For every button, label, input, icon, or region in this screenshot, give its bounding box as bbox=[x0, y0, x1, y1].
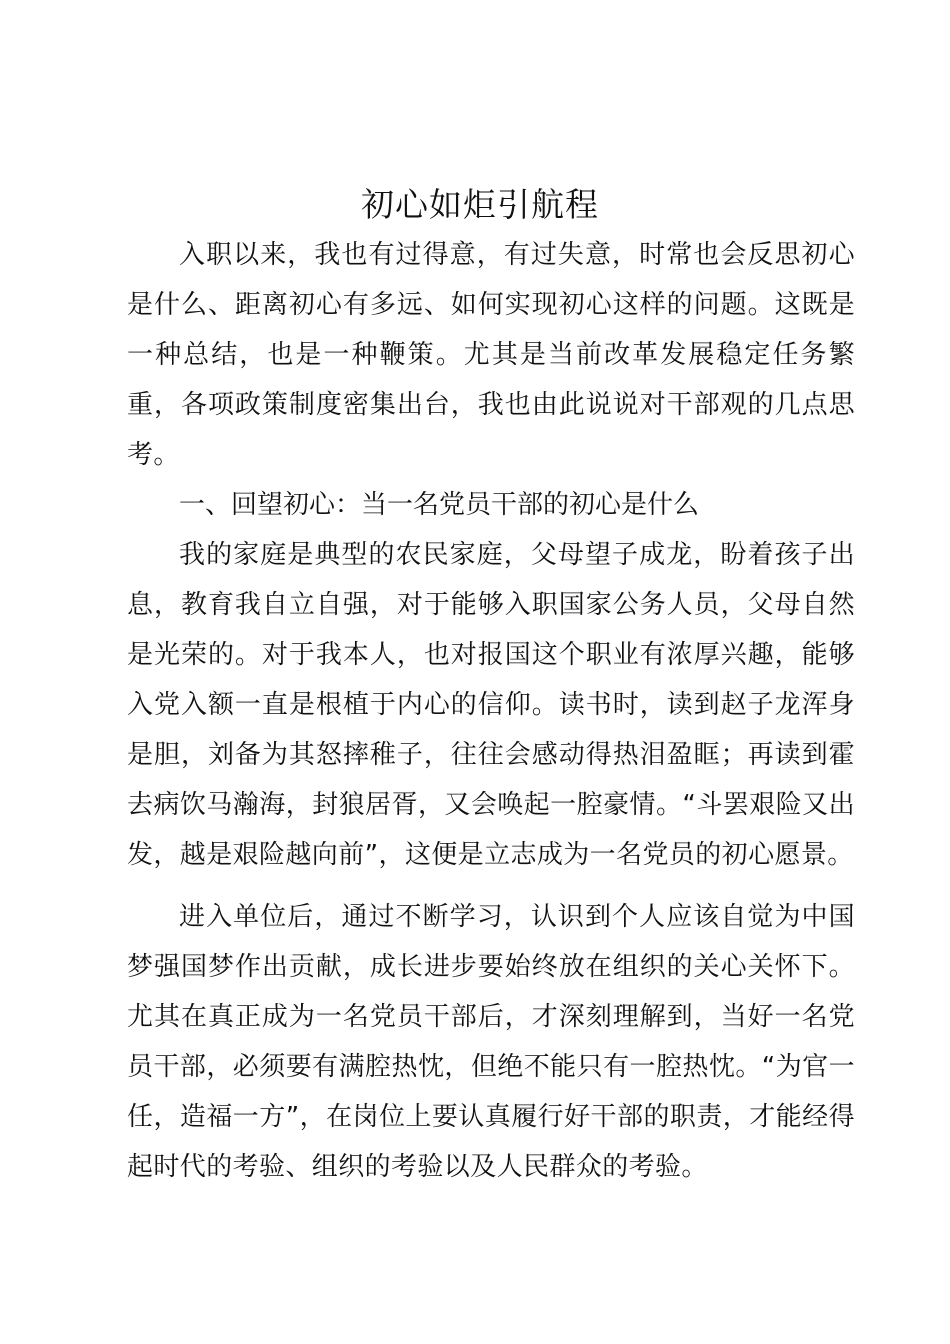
document-title: 初心如炬引航程 bbox=[361, 185, 599, 224]
paragraph-after-joining: 进入单位后，通过不断学习，认识到个人应该自觉为中国梦强国梦作出贡献，成长进步要始终放在组织的关心关怀下。尤其在真正成为一名党员干部后，才深刻理解到，当好一名党员干部，必须要有满腔热忱，但绝不能只有一腔热忱。“为官一任，造福一方”，在岗位上要认真履行好干部的职责，才能经得起时代的考验、组织的考验以及人民群众的考验。 bbox=[127, 902, 855, 1182]
paragraph-family-background: 我的家庭是典型的农民家庭，父母望子成龙，盼着孩子出息，教育我自立自强，对于能够入职国家公务人员，父母自然是光荣的。对于我本人，也对报国这个职业有浓厚兴趣，能够入党入额一直是根植于内心的信仰。读书时，读到赵子龙浑身是胆，刘备为其怒摔稚子，往往会感动得热泪盈眶；再读到霍去病饮马瀚海，封狼居胥，又会唤起一腔豪情。“斗罢艰险又出发，越是艰险越向前”，这便是立志成为一名党员的初心愿景。 bbox=[127, 540, 855, 870]
document-body bbox=[127, 230, 855, 1192]
paragraph-intro: 入职以来，我也有过得意，有过失意，时常也会反思初心是什么、距离初心有多远、如何实现初心这样的问题。这既是一种总结，也是一种鞭策。尤其是当前改革发展稳定任务繁重，各项政策制度密集出台，我也由此说说对干部观的几点思考。 bbox=[127, 240, 855, 470]
section-heading-1: 一、回望初心：当一名党员干部的初心是什么 bbox=[179, 490, 700, 520]
